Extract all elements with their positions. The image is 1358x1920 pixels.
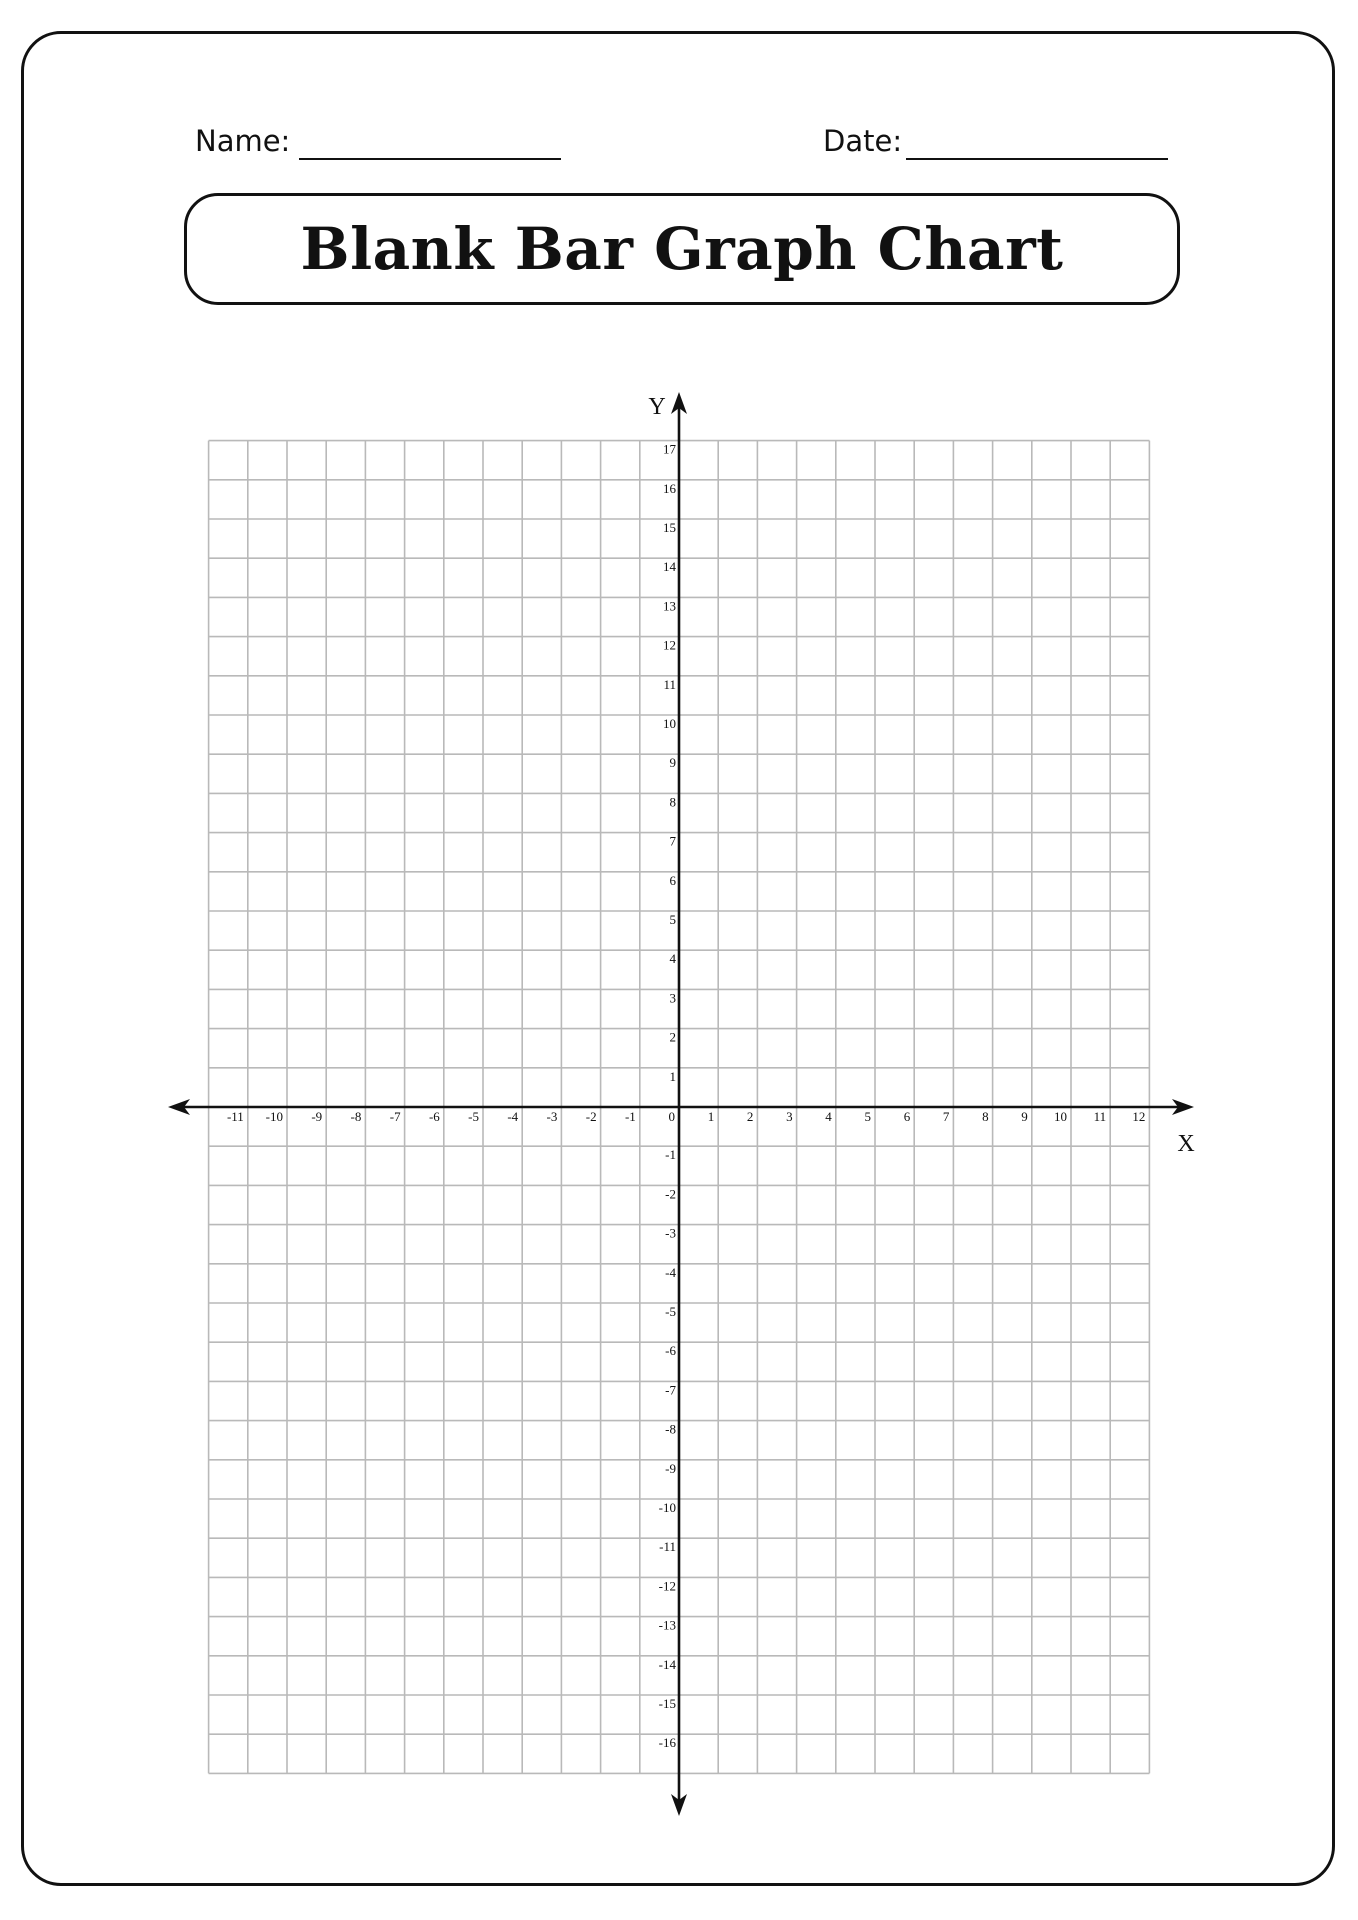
x-tick-label: -9: [311, 1109, 323, 1124]
x-tick-label: 3: [786, 1109, 793, 1124]
x-tick-label: 12: [1132, 1109, 1146, 1124]
x-tick-label: 1: [707, 1109, 715, 1124]
y-tick-label: 11: [663, 676, 676, 692]
x-tick-label: 2: [746, 1109, 754, 1124]
y-tick-label: 6: [669, 872, 676, 888]
x-tick-label: 6: [903, 1109, 911, 1124]
y-tick-label: 7: [669, 833, 676, 849]
x-tick-label: 7: [942, 1109, 950, 1124]
x-tick-label: -5: [468, 1109, 479, 1124]
y-tick-label: 3: [669, 990, 676, 1006]
y-tick-label: 16: [663, 480, 676, 496]
y-tick-label: -4: [665, 1264, 676, 1280]
x-axis-label: X: [1177, 1131, 1195, 1157]
y-tick-label: 10: [663, 716, 676, 731]
y-tick-label: 13: [663, 598, 676, 614]
x-tick-label: -1: [624, 1109, 636, 1124]
y-tick-label: -11: [659, 1539, 676, 1555]
y-tick-label: -5: [665, 1304, 676, 1319]
y-tick-label: 5: [669, 912, 676, 927]
y-tick-label: -8: [665, 1421, 676, 1437]
x-tick-label: 9: [1021, 1109, 1028, 1124]
y-tick-label: -6: [665, 1343, 676, 1359]
y-tick-label: -15: [658, 1696, 676, 1711]
axes: [168, 392, 1194, 1816]
x-tick-label: 4: [825, 1109, 832, 1124]
y-tick-label: -12: [658, 1578, 676, 1594]
y-tick-label: -2: [665, 1186, 676, 1202]
y-tick-label: 2: [669, 1029, 676, 1045]
y-tick-label: -14: [658, 1656, 676, 1672]
x-tick-label: 10: [1054, 1109, 1067, 1124]
x-tick-label: -7: [389, 1109, 401, 1124]
y-tick-label: 14: [663, 559, 676, 575]
x-tick-label: -2: [585, 1109, 597, 1124]
y-tick-label: 1: [669, 1068, 676, 1084]
y-tick-label: -16: [658, 1735, 676, 1751]
y-tick-label: -3: [665, 1225, 676, 1241]
x-tick-label: -4: [507, 1109, 519, 1124]
x-tick-label: -11: [226, 1109, 244, 1124]
y-axis-label: Y: [648, 394, 666, 420]
y-tick-label: -7: [665, 1382, 676, 1398]
x-tick-label: -8: [350, 1109, 362, 1124]
x-tick-label: 11: [1093, 1109, 1107, 1124]
y-tick-label: 17: [663, 441, 676, 457]
y-tick-label: -9: [665, 1460, 676, 1476]
date-label: Date:: [823, 124, 903, 158]
x-tick-label: -3: [546, 1109, 558, 1124]
name-label: Name:: [195, 124, 291, 158]
y-tick-label: 4: [669, 951, 676, 967]
x-tick-label: -6: [428, 1109, 440, 1124]
x-tick-label: 5: [864, 1109, 871, 1124]
page-title: Blank Bar Graph Chart: [300, 215, 1064, 283]
y-tick-label: -1: [665, 1147, 676, 1163]
y-tick-label: 15: [663, 520, 676, 535]
y-tick-label: -10: [658, 1500, 676, 1515]
y-tick-label: 9: [669, 755, 676, 771]
x-tick-label: 8: [982, 1109, 989, 1124]
y-tick-label: -13: [658, 1617, 676, 1633]
x-tick-label: -10: [265, 1109, 283, 1124]
y-tick-label: 12: [663, 637, 676, 653]
y-tick-label: 8: [669, 794, 676, 810]
x-tick-label: 0: [668, 1109, 675, 1124]
